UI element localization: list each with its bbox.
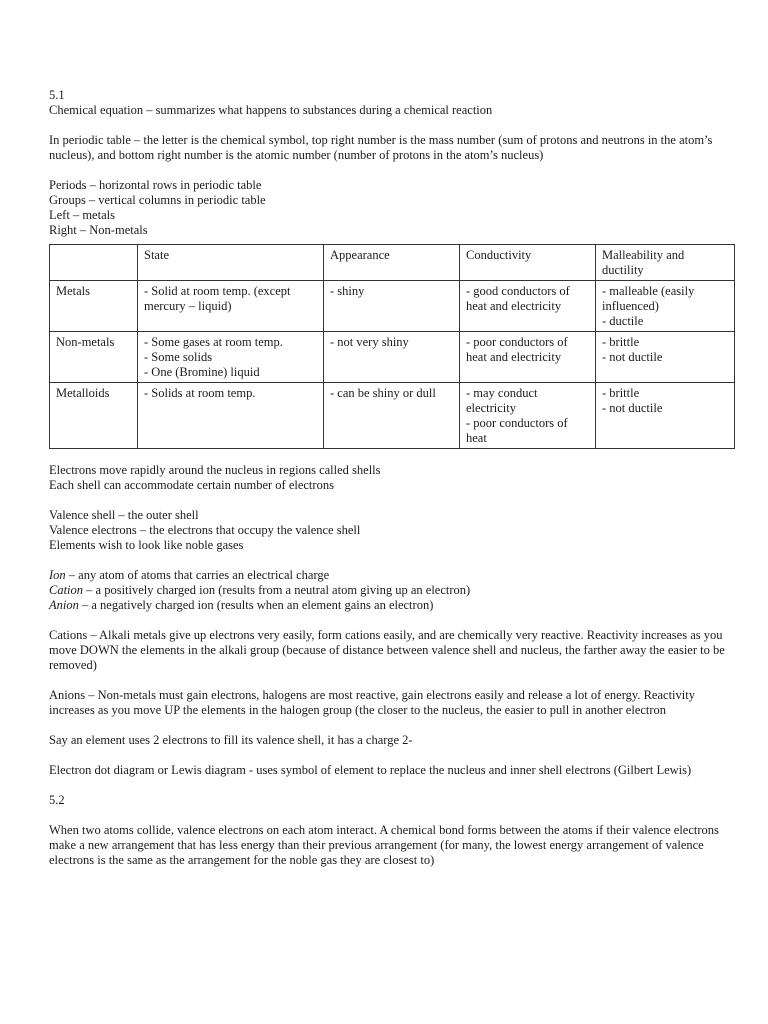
cell-line: - Some gases at room temp. [144,335,283,349]
anion-term: Anion [49,598,79,612]
cell-line: - poor conductors of heat [466,416,568,445]
state-cell [138,383,324,449]
cations-paragraph: Cations – Alkali metals give up electrons very easily, form cations easily, and are chemically very reactive. Reactivity increases as you move DOWN the elements in the alkali group (because of distance between valence shell and nucleus, the farther away the easier to be removed) [49,628,725,672]
left-metals: Left – metals [49,208,115,222]
state-cell [138,281,324,332]
cell-line: - One (Bromine) liquid [144,365,260,379]
table-header-row [50,245,735,281]
table-row [50,383,735,449]
cell-line: - Solid at room temp. (except mercury – liquid) [144,284,291,313]
valence-shell-definition: Valence shell – the outer shell [49,508,199,522]
cell-line: - ductile [602,314,644,328]
conductivity-cell [460,383,596,449]
chemical-bond-paragraph: When two atoms collide, valence electrons on each atom interact. A chemical bond forms between the atoms if their valence electrons make a new arrangement that has less energy than their previous arrangement (for many, the lowest energy arrangement of valence electrons is the same as the arrangement for the noble gas they are closest to) [49,823,719,867]
ion-definition [49,568,739,583]
cation-definition [49,583,739,598]
malleability-cell [596,332,735,383]
appearance-cell [324,332,460,383]
anions-paragraph: Anions – Non-metals must gain electrons, halogens are most reactive, gain electrons easily and release a lot of energy. Reactivity increases as you move UP the elements in the halogen group (the closer to the nucleus, the easier to pull in another electron [49,688,695,717]
right-nonmetals: Right – Non-metals [49,223,148,237]
cell-line: - may conduct electricity [466,386,538,415]
groups-definition: Groups – vertical columns in periodic table [49,193,266,207]
table-row [50,281,735,332]
row-label: Non-metals [50,332,138,383]
cell-line: - not ductile [602,401,663,415]
ion-text: – any atom of atoms that carries an electrical charge [65,568,330,582]
properties-table [49,244,735,449]
anion-definition [49,598,739,613]
table-header-cell: Appearance [324,245,460,281]
table-header-cell: State [138,245,324,281]
conductivity-cell [460,332,596,383]
cell-line: - Solids at room temp. [144,386,256,400]
anion-text: – a negatively charged ion (results when an element gains an electron) [78,598,434,612]
cell-line: - not very shiny [330,335,409,349]
conductivity-cell [460,281,596,332]
cell-line: - shiny [330,284,365,298]
malleability-cell [596,383,735,449]
table-row [50,332,735,383]
appearance-cell [324,281,460,332]
state-cell [138,332,324,383]
section-number-5-1: 5.1 [49,88,65,102]
malleability-cell [596,281,735,332]
ion-term: Ion [49,568,66,582]
section-number-5-2: 5.2 [49,793,65,807]
table-header-cell: Conductivity [460,245,596,281]
lewis-diagram-paragraph: Electron dot diagram or Lewis diagram - uses symbol of element to replace the nucleus and inner shell electrons (Gilbert Lewis) [49,763,692,777]
cell-line: - brittle [602,386,640,400]
document-page [49,88,739,868]
row-label: Metals [50,281,138,332]
cell-line: - malleable (easily influenced) [602,284,695,313]
cell-line: - not ductile [602,350,663,364]
valence-electrons-definition: Valence electrons – the electrons that occupy the valence shell [49,523,361,537]
cell-line: - brittle [602,335,640,349]
cell-line: - can be shiny or dull [330,386,436,400]
table-header-cell [50,245,138,281]
cation-text: – a positively charged ion (results from a neutral atom giving up an electron) [83,583,471,597]
chemical-equation-definition: Chemical equation – summarizes what happens to substances during a chemical reaction [49,103,493,117]
cell-line: - Some solids [144,350,213,364]
appearance-cell [324,383,460,449]
shells-line-1: Electrons move rapidly around the nucleus in regions called shells [49,463,381,477]
cell-line: - good conductors of heat and electricity [466,284,570,313]
row-label: Metalloids [50,383,138,449]
periodic-table-paragraph: In periodic table – the letter is the chemical symbol, top right number is the mass number (sum of protons and neutrons in the atom’s nucleus), and bottom right number is the atomic number (number of protons in the atom’s nucleus) [49,133,713,162]
table-header-cell: Malleability and ductility [596,245,735,281]
charge-paragraph: Say an element uses 2 electrons to fill its valence shell, it has a charge 2- [49,733,413,747]
periods-definition: Periods – horizontal rows in periodic table [49,178,262,192]
noble-gases-note: Elements wish to look like noble gases [49,538,244,552]
shells-line-2: Each shell can accommodate certain number of electrons [49,478,334,492]
cation-term: Cation [49,583,84,597]
cell-line: - poor conductors of heat and electricity [466,335,568,364]
